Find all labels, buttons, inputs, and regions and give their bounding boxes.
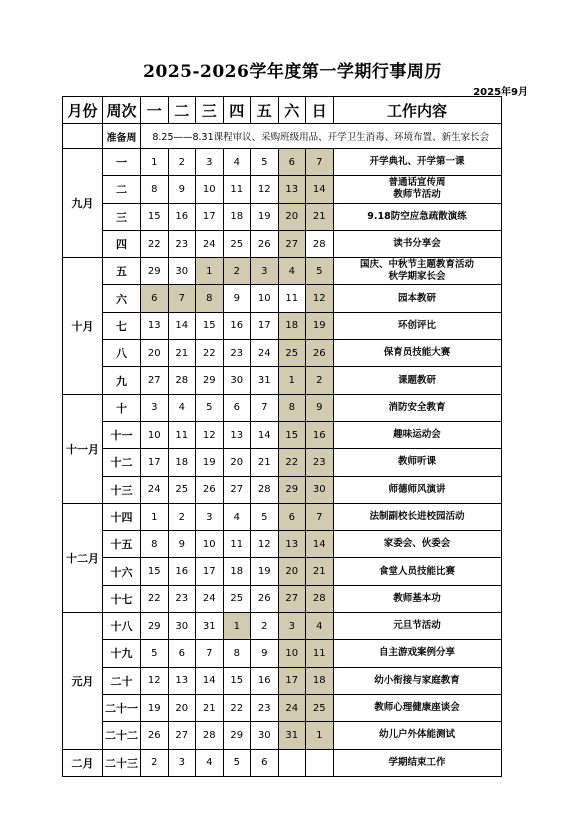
day-cell: 17 bbox=[278, 667, 306, 694]
work-content bbox=[333, 149, 501, 176]
day-cell: 22 bbox=[278, 449, 306, 476]
day-cell: 10 bbox=[251, 285, 279, 312]
day-cell: 3 bbox=[168, 749, 196, 776]
week-row bbox=[63, 230, 502, 257]
day-cell: 3 bbox=[196, 503, 224, 530]
day-cell: 19 bbox=[251, 203, 279, 230]
day-cell: 30 bbox=[306, 476, 334, 503]
day-cell: 6 bbox=[168, 640, 196, 667]
work-content bbox=[333, 421, 501, 448]
day-cell: 29 bbox=[141, 613, 169, 640]
day-cell: 9 bbox=[168, 176, 196, 203]
day-cell: 25 bbox=[278, 340, 306, 367]
day-cell: 2 bbox=[251, 613, 279, 640]
day-cell: 13 bbox=[278, 531, 306, 558]
day-cell: 7 bbox=[251, 394, 279, 421]
week-number: 三 bbox=[103, 203, 141, 230]
week-number: 十四 bbox=[103, 503, 141, 530]
week-number: 二十三 bbox=[103, 749, 141, 776]
day-cell: 16 bbox=[168, 558, 196, 585]
header-month: 月份 bbox=[63, 97, 103, 124]
week-row bbox=[63, 258, 502, 285]
day-cell: 9 bbox=[306, 394, 334, 421]
week-number: 十六 bbox=[103, 558, 141, 585]
day-cell: 3 bbox=[196, 149, 224, 176]
week-number: 九 bbox=[103, 367, 141, 394]
work-content bbox=[333, 312, 501, 339]
day-cell: 28 bbox=[306, 230, 334, 257]
prep-week-label: 准备周 bbox=[103, 124, 141, 149]
week-number: 二十 bbox=[103, 667, 141, 694]
day-cell: 17 bbox=[251, 312, 279, 339]
day-cell: 28 bbox=[306, 585, 334, 612]
weekly-calendar-table bbox=[62, 96, 502, 777]
week-row bbox=[63, 749, 502, 776]
day-cell: 7 bbox=[168, 285, 196, 312]
work-content bbox=[333, 230, 501, 257]
day-cell: 21 bbox=[306, 558, 334, 585]
header-sun: 日 bbox=[306, 97, 334, 124]
work-content bbox=[333, 176, 501, 203]
day-cell: 3 bbox=[141, 394, 169, 421]
week-number: 十七 bbox=[103, 585, 141, 612]
week-row bbox=[63, 449, 502, 476]
day-cell: 11 bbox=[223, 176, 251, 203]
week-number: 一 bbox=[103, 149, 141, 176]
day-cell: 27 bbox=[141, 367, 169, 394]
week-number: 五 bbox=[103, 258, 141, 285]
week-number: 七 bbox=[103, 312, 141, 339]
work-content bbox=[333, 449, 501, 476]
day-cell: 18 bbox=[306, 667, 334, 694]
day-cell: 15 bbox=[223, 667, 251, 694]
day-cell: 13 bbox=[168, 667, 196, 694]
day-cell: 27 bbox=[223, 476, 251, 503]
day-cell: 18 bbox=[168, 449, 196, 476]
prep-blank bbox=[63, 124, 103, 149]
day-cell: 1 bbox=[306, 722, 334, 749]
day-cell: 4 bbox=[196, 749, 224, 776]
header-week: 周次 bbox=[103, 97, 141, 124]
day-cell: 10 bbox=[141, 421, 169, 448]
prep-week-row bbox=[63, 124, 502, 149]
week-row bbox=[63, 421, 502, 448]
month-label: 十月 bbox=[63, 258, 103, 394]
day-cell: 1 bbox=[141, 503, 169, 530]
day-cell: 5 bbox=[251, 503, 279, 530]
day-cell: 5 bbox=[251, 149, 279, 176]
work-content bbox=[333, 722, 501, 749]
day-cell: 24 bbox=[196, 585, 224, 612]
day-cell: 26 bbox=[141, 722, 169, 749]
day-cell: 10 bbox=[278, 640, 306, 667]
day-cell: 22 bbox=[223, 694, 251, 721]
day-cell: 14 bbox=[306, 176, 334, 203]
day-cell: 16 bbox=[251, 667, 279, 694]
month-label: 元月 bbox=[63, 613, 103, 749]
day-cell: 1 bbox=[278, 367, 306, 394]
work-content bbox=[333, 667, 501, 694]
day-cell: 21 bbox=[306, 203, 334, 230]
day-cell: 26 bbox=[306, 340, 334, 367]
day-cell: 18 bbox=[223, 203, 251, 230]
day-cell: 19 bbox=[306, 312, 334, 339]
month-label: 十一月 bbox=[63, 394, 103, 503]
day-cell: 16 bbox=[223, 312, 251, 339]
work-content bbox=[333, 503, 501, 530]
day-cell: 15 bbox=[196, 312, 224, 339]
day-cell: 5 bbox=[306, 258, 334, 285]
week-number: 十五 bbox=[103, 531, 141, 558]
day-cell: 26 bbox=[251, 585, 279, 612]
header-mon: 一 bbox=[141, 97, 169, 124]
day-cell: 2 bbox=[141, 749, 169, 776]
work-content bbox=[333, 749, 501, 776]
day-cell: 8 bbox=[196, 285, 224, 312]
week-number: 十二 bbox=[103, 449, 141, 476]
work-line: 教师心理健康座谈会 bbox=[374, 702, 460, 714]
day-cell: 15 bbox=[141, 203, 169, 230]
week-row bbox=[63, 394, 502, 421]
day-cell: 2 bbox=[306, 367, 334, 394]
week-row bbox=[63, 367, 502, 394]
month-label: 二月 bbox=[63, 749, 103, 776]
month-label: 十二月 bbox=[63, 503, 103, 612]
day-cell: 12 bbox=[251, 176, 279, 203]
day-cell: 2 bbox=[168, 149, 196, 176]
header-work: 工作内容 bbox=[333, 97, 501, 124]
day-cell: 31 bbox=[251, 367, 279, 394]
work-line: 家委会、伙委会 bbox=[383, 538, 451, 550]
day-cell: 3 bbox=[278, 613, 306, 640]
day-cell: 21 bbox=[251, 449, 279, 476]
prep-week-text: 8.25——8.31课程审议、采购班级用品、开学卫生消毒、环境布置、新生家长会 bbox=[141, 124, 502, 149]
work-content bbox=[333, 694, 501, 721]
day-cell: 28 bbox=[168, 367, 196, 394]
week-number: 十一 bbox=[103, 421, 141, 448]
day-cell: 8 bbox=[141, 176, 169, 203]
work-content bbox=[333, 640, 501, 667]
day-cell: 6 bbox=[251, 749, 279, 776]
day-cell: 25 bbox=[223, 230, 251, 257]
day-cell: 30 bbox=[168, 613, 196, 640]
work-line: 环创评比 bbox=[397, 319, 436, 331]
day-cell: 14 bbox=[306, 531, 334, 558]
work-line: 普通话宣传周 bbox=[388, 177, 446, 189]
work-line: 教师节活动 bbox=[393, 189, 441, 201]
week-row bbox=[63, 476, 502, 503]
week-row bbox=[63, 149, 502, 176]
day-cell: 23 bbox=[223, 340, 251, 367]
day-cell: 20 bbox=[141, 340, 169, 367]
day-cell: 17 bbox=[196, 558, 224, 585]
week-row bbox=[63, 312, 502, 339]
day-cell: 15 bbox=[278, 421, 306, 448]
day-cell: 29 bbox=[278, 476, 306, 503]
day-cell: 19 bbox=[251, 558, 279, 585]
week-row bbox=[63, 340, 502, 367]
work-line: 自主游戏案例分享 bbox=[378, 647, 455, 659]
day-cell: 14 bbox=[251, 421, 279, 448]
day-cell: 29 bbox=[141, 258, 169, 285]
day-cell: 11 bbox=[278, 285, 306, 312]
day-cell: 24 bbox=[251, 340, 279, 367]
day-cell: 19 bbox=[196, 449, 224, 476]
work-line: 法制副校长进校园活动 bbox=[369, 511, 465, 522]
day-cell: 13 bbox=[223, 421, 251, 448]
work-line: 读书分享会 bbox=[393, 238, 441, 250]
week-number: 十九 bbox=[103, 640, 141, 667]
day-cell: 30 bbox=[251, 722, 279, 749]
day-cell: 26 bbox=[196, 476, 224, 503]
week-row bbox=[63, 640, 502, 667]
day-cell: 10 bbox=[196, 176, 224, 203]
day-cell: 15 bbox=[141, 558, 169, 585]
day-cell: 7 bbox=[306, 149, 334, 176]
week-row bbox=[63, 503, 502, 530]
day-cell: 23 bbox=[168, 585, 196, 612]
day-cell: 6 bbox=[278, 149, 306, 176]
day-cell: 6 bbox=[278, 503, 306, 530]
day-cell: 31 bbox=[196, 613, 224, 640]
day-cell: 21 bbox=[196, 694, 224, 721]
work-line: 教师听课 bbox=[397, 456, 436, 468]
month-label: 九月 bbox=[63, 149, 103, 258]
week-row bbox=[63, 285, 502, 312]
day-cell: 27 bbox=[168, 722, 196, 749]
week-number: 十三 bbox=[103, 476, 141, 503]
day-cell: 28 bbox=[251, 476, 279, 503]
day-cell: 20 bbox=[278, 558, 306, 585]
day-cell: 29 bbox=[196, 367, 224, 394]
day-cell: 17 bbox=[196, 203, 224, 230]
week-row bbox=[63, 585, 502, 612]
header-thu: 四 bbox=[223, 97, 251, 124]
day-cell: 24 bbox=[141, 476, 169, 503]
header-row bbox=[63, 97, 502, 124]
day-cell: 30 bbox=[168, 258, 196, 285]
day-cell: 12 bbox=[306, 285, 334, 312]
day-cell: 11 bbox=[168, 421, 196, 448]
day-cell: 16 bbox=[306, 421, 334, 448]
week-number: 十八 bbox=[103, 613, 141, 640]
day-cell: 9 bbox=[251, 640, 279, 667]
day-cell: 1 bbox=[223, 613, 251, 640]
week-row bbox=[63, 613, 502, 640]
work-content bbox=[333, 476, 501, 503]
calendar-title: 2025-2026学年度第一学期行事周历 bbox=[143, 62, 442, 82]
day-cell: 7 bbox=[196, 640, 224, 667]
day-cell: 29 bbox=[223, 722, 251, 749]
day-cell: 26 bbox=[251, 230, 279, 257]
day-cell: 6 bbox=[141, 285, 169, 312]
week-row bbox=[63, 694, 502, 721]
calendar-date: 2025年9月 bbox=[473, 87, 528, 98]
work-line: 元旦节活动 bbox=[393, 620, 441, 632]
day-cell: 13 bbox=[278, 176, 306, 203]
day-cell: 1 bbox=[196, 258, 224, 285]
day-cell: 18 bbox=[223, 558, 251, 585]
day-cell: 23 bbox=[168, 230, 196, 257]
day-cell: 8 bbox=[223, 640, 251, 667]
day-cell: 20 bbox=[168, 694, 196, 721]
work-line: 师德师风演讲 bbox=[388, 483, 446, 495]
day-cell: 5 bbox=[141, 640, 169, 667]
day-cell: 11 bbox=[223, 531, 251, 558]
day-cell: 22 bbox=[196, 340, 224, 367]
week-number: 二 bbox=[103, 176, 141, 203]
day-cell: 2 bbox=[223, 258, 251, 285]
week-row bbox=[63, 667, 502, 694]
day-cell: 23 bbox=[251, 694, 279, 721]
day-cell: 20 bbox=[278, 203, 306, 230]
day-cell: 17 bbox=[141, 449, 169, 476]
work-line: 园本教研 bbox=[397, 292, 436, 304]
day-cell: 23 bbox=[306, 449, 334, 476]
week-row bbox=[63, 722, 502, 749]
day-cell: 25 bbox=[168, 476, 196, 503]
work-content bbox=[333, 558, 501, 585]
day-cell: 1 bbox=[141, 149, 169, 176]
day-cell: 5 bbox=[223, 749, 251, 776]
week-row bbox=[63, 558, 502, 585]
header-tue: 二 bbox=[168, 97, 196, 124]
day-cell: 14 bbox=[168, 312, 196, 339]
work-content bbox=[333, 285, 501, 312]
day-cell: 4 bbox=[278, 258, 306, 285]
day-cell: 5 bbox=[196, 394, 224, 421]
work-line: 幼儿户外体能测试 bbox=[378, 729, 455, 741]
work-content bbox=[333, 340, 501, 367]
work-content bbox=[333, 531, 501, 558]
day-cell bbox=[306, 749, 334, 776]
week-row bbox=[63, 176, 502, 203]
week-number: 二十一 bbox=[103, 694, 141, 721]
day-cell: 7 bbox=[306, 503, 334, 530]
work-line: 食堂人员技能比赛 bbox=[378, 565, 455, 577]
week-number: 八 bbox=[103, 340, 141, 367]
day-cell: 9 bbox=[223, 285, 251, 312]
day-cell: 20 bbox=[223, 449, 251, 476]
work-line: 开学典礼、开学第一课 bbox=[369, 156, 465, 168]
day-cell: 12 bbox=[141, 667, 169, 694]
work-line: 消防安全教育 bbox=[388, 401, 446, 413]
work-content bbox=[333, 367, 501, 394]
week-number: 六 bbox=[103, 285, 141, 312]
day-cell: 13 bbox=[141, 312, 169, 339]
day-cell: 4 bbox=[223, 503, 251, 530]
day-cell bbox=[278, 749, 306, 776]
day-cell: 3 bbox=[251, 258, 279, 285]
day-cell: 12 bbox=[251, 531, 279, 558]
work-content bbox=[333, 203, 501, 230]
work-content bbox=[333, 585, 501, 612]
day-cell: 2 bbox=[168, 503, 196, 530]
day-cell: 28 bbox=[196, 722, 224, 749]
day-cell: 10 bbox=[196, 531, 224, 558]
work-line: 秋学期家长会 bbox=[388, 271, 446, 283]
day-cell: 12 bbox=[196, 421, 224, 448]
week-number: 四 bbox=[103, 230, 141, 257]
work-line: 9.18防空应急疏散演练 bbox=[367, 210, 467, 222]
day-cell: 24 bbox=[278, 694, 306, 721]
header-wed: 三 bbox=[196, 97, 224, 124]
day-cell: 27 bbox=[278, 230, 306, 257]
day-cell: 8 bbox=[141, 531, 169, 558]
day-cell: 6 bbox=[223, 394, 251, 421]
header-sat: 六 bbox=[278, 97, 306, 124]
day-cell: 31 bbox=[278, 722, 306, 749]
week-number: 十 bbox=[103, 394, 141, 421]
day-cell: 16 bbox=[168, 203, 196, 230]
day-cell: 9 bbox=[168, 531, 196, 558]
day-cell: 4 bbox=[168, 394, 196, 421]
work-content bbox=[333, 613, 501, 640]
work-line: 保育员技能大赛 bbox=[383, 347, 451, 359]
day-cell: 4 bbox=[223, 149, 251, 176]
week-row bbox=[63, 531, 502, 558]
day-cell: 11 bbox=[306, 640, 334, 667]
week-row bbox=[63, 203, 502, 230]
work-line: 学期结束工作 bbox=[388, 756, 446, 768]
work-line: 课题教研 bbox=[397, 374, 436, 386]
work-content bbox=[333, 394, 501, 421]
day-cell: 22 bbox=[141, 585, 169, 612]
day-cell: 19 bbox=[141, 694, 169, 721]
day-cell: 30 bbox=[223, 367, 251, 394]
day-cell: 24 bbox=[196, 230, 224, 257]
day-cell: 27 bbox=[278, 585, 306, 612]
day-cell: 14 bbox=[196, 667, 224, 694]
day-cell: 8 bbox=[278, 394, 306, 421]
day-cell: 25 bbox=[306, 694, 334, 721]
work-content bbox=[333, 258, 501, 285]
day-cell: 25 bbox=[223, 585, 251, 612]
work-line: 教师基本功 bbox=[393, 592, 441, 604]
work-line: 国庆、中秋节主题教育活动 bbox=[359, 259, 474, 271]
work-line: 趣味运动会 bbox=[393, 429, 441, 441]
day-cell: 18 bbox=[278, 312, 306, 339]
day-cell: 21 bbox=[168, 340, 196, 367]
header-fri: 五 bbox=[251, 97, 279, 124]
work-line: 幼小衔接与家庭教育 bbox=[374, 674, 460, 686]
day-cell: 22 bbox=[141, 230, 169, 257]
day-cell: 4 bbox=[306, 613, 334, 640]
week-number: 二十二 bbox=[103, 722, 141, 749]
